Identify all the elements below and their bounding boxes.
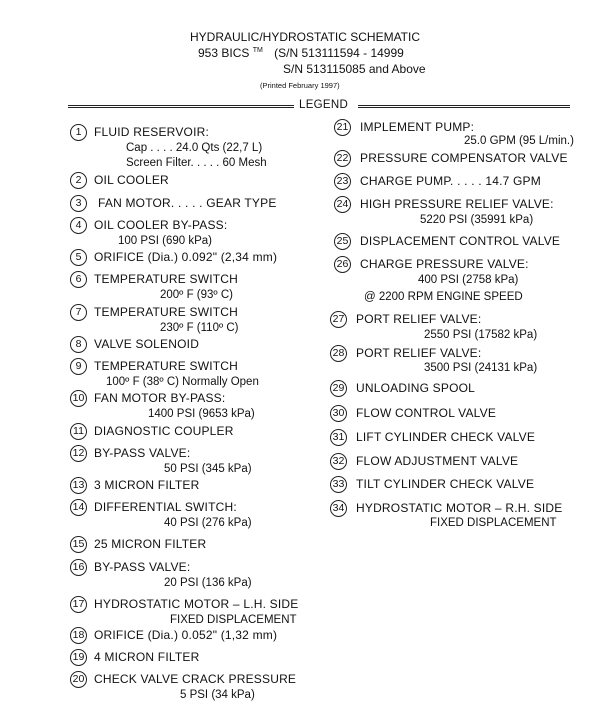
trademark-mark: TM xyxy=(252,47,263,54)
item-title: FLUID RESERVOIR: xyxy=(94,125,210,139)
item-title: FAN MOTOR. . . . . GEAR TYPE xyxy=(98,196,277,210)
item-number-badge: 6 xyxy=(70,271,87,288)
item-title: DISPLACEMENT CONTROL VALVE xyxy=(360,234,561,248)
item-title: FLOW CONTROL VALVE xyxy=(356,406,497,420)
item-number-badge: 19 xyxy=(70,649,87,666)
item-title: FLOW ADJUSTMENT VALVE xyxy=(356,454,519,468)
printed-date: (Printed February 1997) xyxy=(260,81,340,90)
model-line xyxy=(198,46,404,60)
item-number-badge: 31 xyxy=(330,429,347,446)
item-number-badge: 30 xyxy=(330,405,347,422)
item-title: DIAGNOSTIC COUPLER xyxy=(94,424,234,438)
item-detail: 5220 PSI (35991 kPa) xyxy=(420,214,534,226)
schematic-title: HYDRAULIC/HYDROSTATIC SCHEMATIC xyxy=(190,30,421,44)
item-number-badge: 26 xyxy=(334,256,351,273)
legend-rule-left xyxy=(68,105,294,108)
item-number-badge: 11 xyxy=(70,423,87,440)
item-number-badge: 7 xyxy=(70,304,87,321)
item-title: PRESSURE COMPENSATOR VALVE xyxy=(360,151,568,165)
item-title: BY-PASS VALVE: xyxy=(94,446,191,460)
legend-title: LEGEND xyxy=(299,99,349,111)
item-title: HIGH PRESSURE RELIEF VALVE: xyxy=(360,197,554,211)
item-detail: 50 PSI (345 kPa) xyxy=(164,463,252,475)
item-number-badge: 21 xyxy=(334,119,351,136)
item-detail: Screen Filter. . . . . 60 Mesh xyxy=(126,157,267,169)
item-title: BY-PASS VALVE: xyxy=(94,560,191,574)
item-number-badge: 17 xyxy=(70,596,87,613)
item-number-badge: 22 xyxy=(334,150,351,167)
item-title: DIFFERENTIAL SWITCH: xyxy=(94,500,237,514)
item-detail: 40 PSI (276 kPa) xyxy=(164,517,252,529)
item-detail: 400 PSI (2758 kPa) xyxy=(418,274,519,286)
item-number-badge: 15 xyxy=(70,536,87,553)
item-detail: FIXED DISPLACEMENT xyxy=(170,614,297,626)
item-title: TEMPERATURE SWITCH xyxy=(94,359,239,373)
item-number-badge: 29 xyxy=(330,380,347,397)
item-title: PORT RELIEF VALVE: xyxy=(356,346,482,360)
item-title: TEMPERATURE SWITCH xyxy=(94,305,239,319)
item-number-badge: 4 xyxy=(70,217,87,234)
item-number-badge: 23 xyxy=(334,173,351,190)
item-detail: 5 PSI (34 kPa) xyxy=(180,689,255,701)
item-number-badge: 3 xyxy=(70,195,87,212)
item-number-badge: 24 xyxy=(334,196,351,213)
item-title: CHARGE PRESSURE VALVE: xyxy=(360,257,529,271)
item-title: TILT CYLINDER CHECK VALVE xyxy=(356,477,535,491)
item-detail: FIXED DISPLACEMENT xyxy=(430,517,557,529)
item-title: IMPLEMENT PUMP: xyxy=(360,120,475,134)
item-detail: 25.0 GPM (95 L/min.) xyxy=(464,135,574,147)
item-number-badge: 34 xyxy=(330,500,347,517)
serial-above: S/N 513115085 and Above xyxy=(283,62,426,76)
item-title: HYDROSTATIC MOTOR – L.H. SIDE xyxy=(94,597,299,611)
item-detail: 3500 PSI (24131 kPa) xyxy=(424,362,538,374)
legend-rule-right xyxy=(358,105,570,108)
item-title: ORIFICE (Dia.) 0.092" (2,34 mm) xyxy=(94,250,278,264)
item-title: ORIFICE (Dia.) 0.052" (1,32 mm) xyxy=(94,628,278,642)
item-title: 25 MICRON FILTER xyxy=(94,537,207,551)
item-detail: 100º F (38º C) Normally Open xyxy=(106,376,259,388)
item-detail: 100 PSI (690 kPa) xyxy=(118,235,212,247)
item-number-badge: 16 xyxy=(70,559,87,576)
item-number-badge: 32 xyxy=(330,453,347,470)
item-title: VALVE SOLENOID xyxy=(94,337,200,351)
item-title: 4 MICRON FILTER xyxy=(94,650,200,664)
item-number-badge: 9 xyxy=(70,358,87,375)
item-title: CHARGE PUMP. . . . . 14.7 GPM xyxy=(360,174,541,188)
item-detail: 2550 PSI (17582 kPa) xyxy=(424,329,538,341)
item-number-badge: 14 xyxy=(70,499,87,516)
serial-range: (S/N 513111594 - 14999 xyxy=(274,46,404,60)
item-number-badge: 1 xyxy=(70,124,87,141)
item-title: CHECK VALVE CRACK PRESSURE xyxy=(94,672,297,686)
item-number-badge: 20 xyxy=(70,671,87,688)
item-number-badge: 25 xyxy=(334,233,351,250)
item-title: UNLOADING SPOOL xyxy=(356,381,476,395)
item-detail: 230º F (110º C) xyxy=(160,322,239,334)
item-number-badge: 13 xyxy=(70,477,87,494)
item-detail: Cap . . . . 24.0 Qts (22,7 L) xyxy=(126,142,263,154)
item-title: OIL COOLER xyxy=(94,173,169,187)
item-title: PORT RELIEF VALVE: xyxy=(356,312,482,326)
item-number-badge: 27 xyxy=(330,311,347,328)
item-detail: @ 2200 RPM ENGINE SPEED xyxy=(364,291,523,303)
item-number-badge: 5 xyxy=(70,249,87,266)
item-title: LIFT CYLINDER CHECK VALVE xyxy=(356,430,536,444)
item-detail: 200º F (93º C) xyxy=(160,289,233,301)
item-number-badge: 12 xyxy=(70,445,87,462)
model-name: 953 BICS xyxy=(198,46,250,60)
item-number-badge: 18 xyxy=(70,627,87,644)
item-title: 3 MICRON FILTER xyxy=(94,478,200,492)
item-title: TEMPERATURE SWITCH xyxy=(94,272,239,286)
item-number-badge: 10 xyxy=(70,390,87,407)
legend-divider xyxy=(68,98,570,112)
item-title: FAN MOTOR BY-PASS: xyxy=(94,391,226,405)
item-number-badge: 28 xyxy=(330,345,347,362)
item-title: HYDROSTATIC MOTOR – R.H. SIDE xyxy=(356,501,563,515)
item-number-badge: 2 xyxy=(70,172,87,189)
item-number-badge: 33 xyxy=(330,476,347,493)
item-detail: 1400 PSI (9653 kPa) xyxy=(148,408,255,420)
item-detail: 20 PSI (136 kPa) xyxy=(164,577,252,589)
item-title: OIL COOLER BY-PASS: xyxy=(94,218,228,232)
item-number-badge: 8 xyxy=(70,336,87,353)
